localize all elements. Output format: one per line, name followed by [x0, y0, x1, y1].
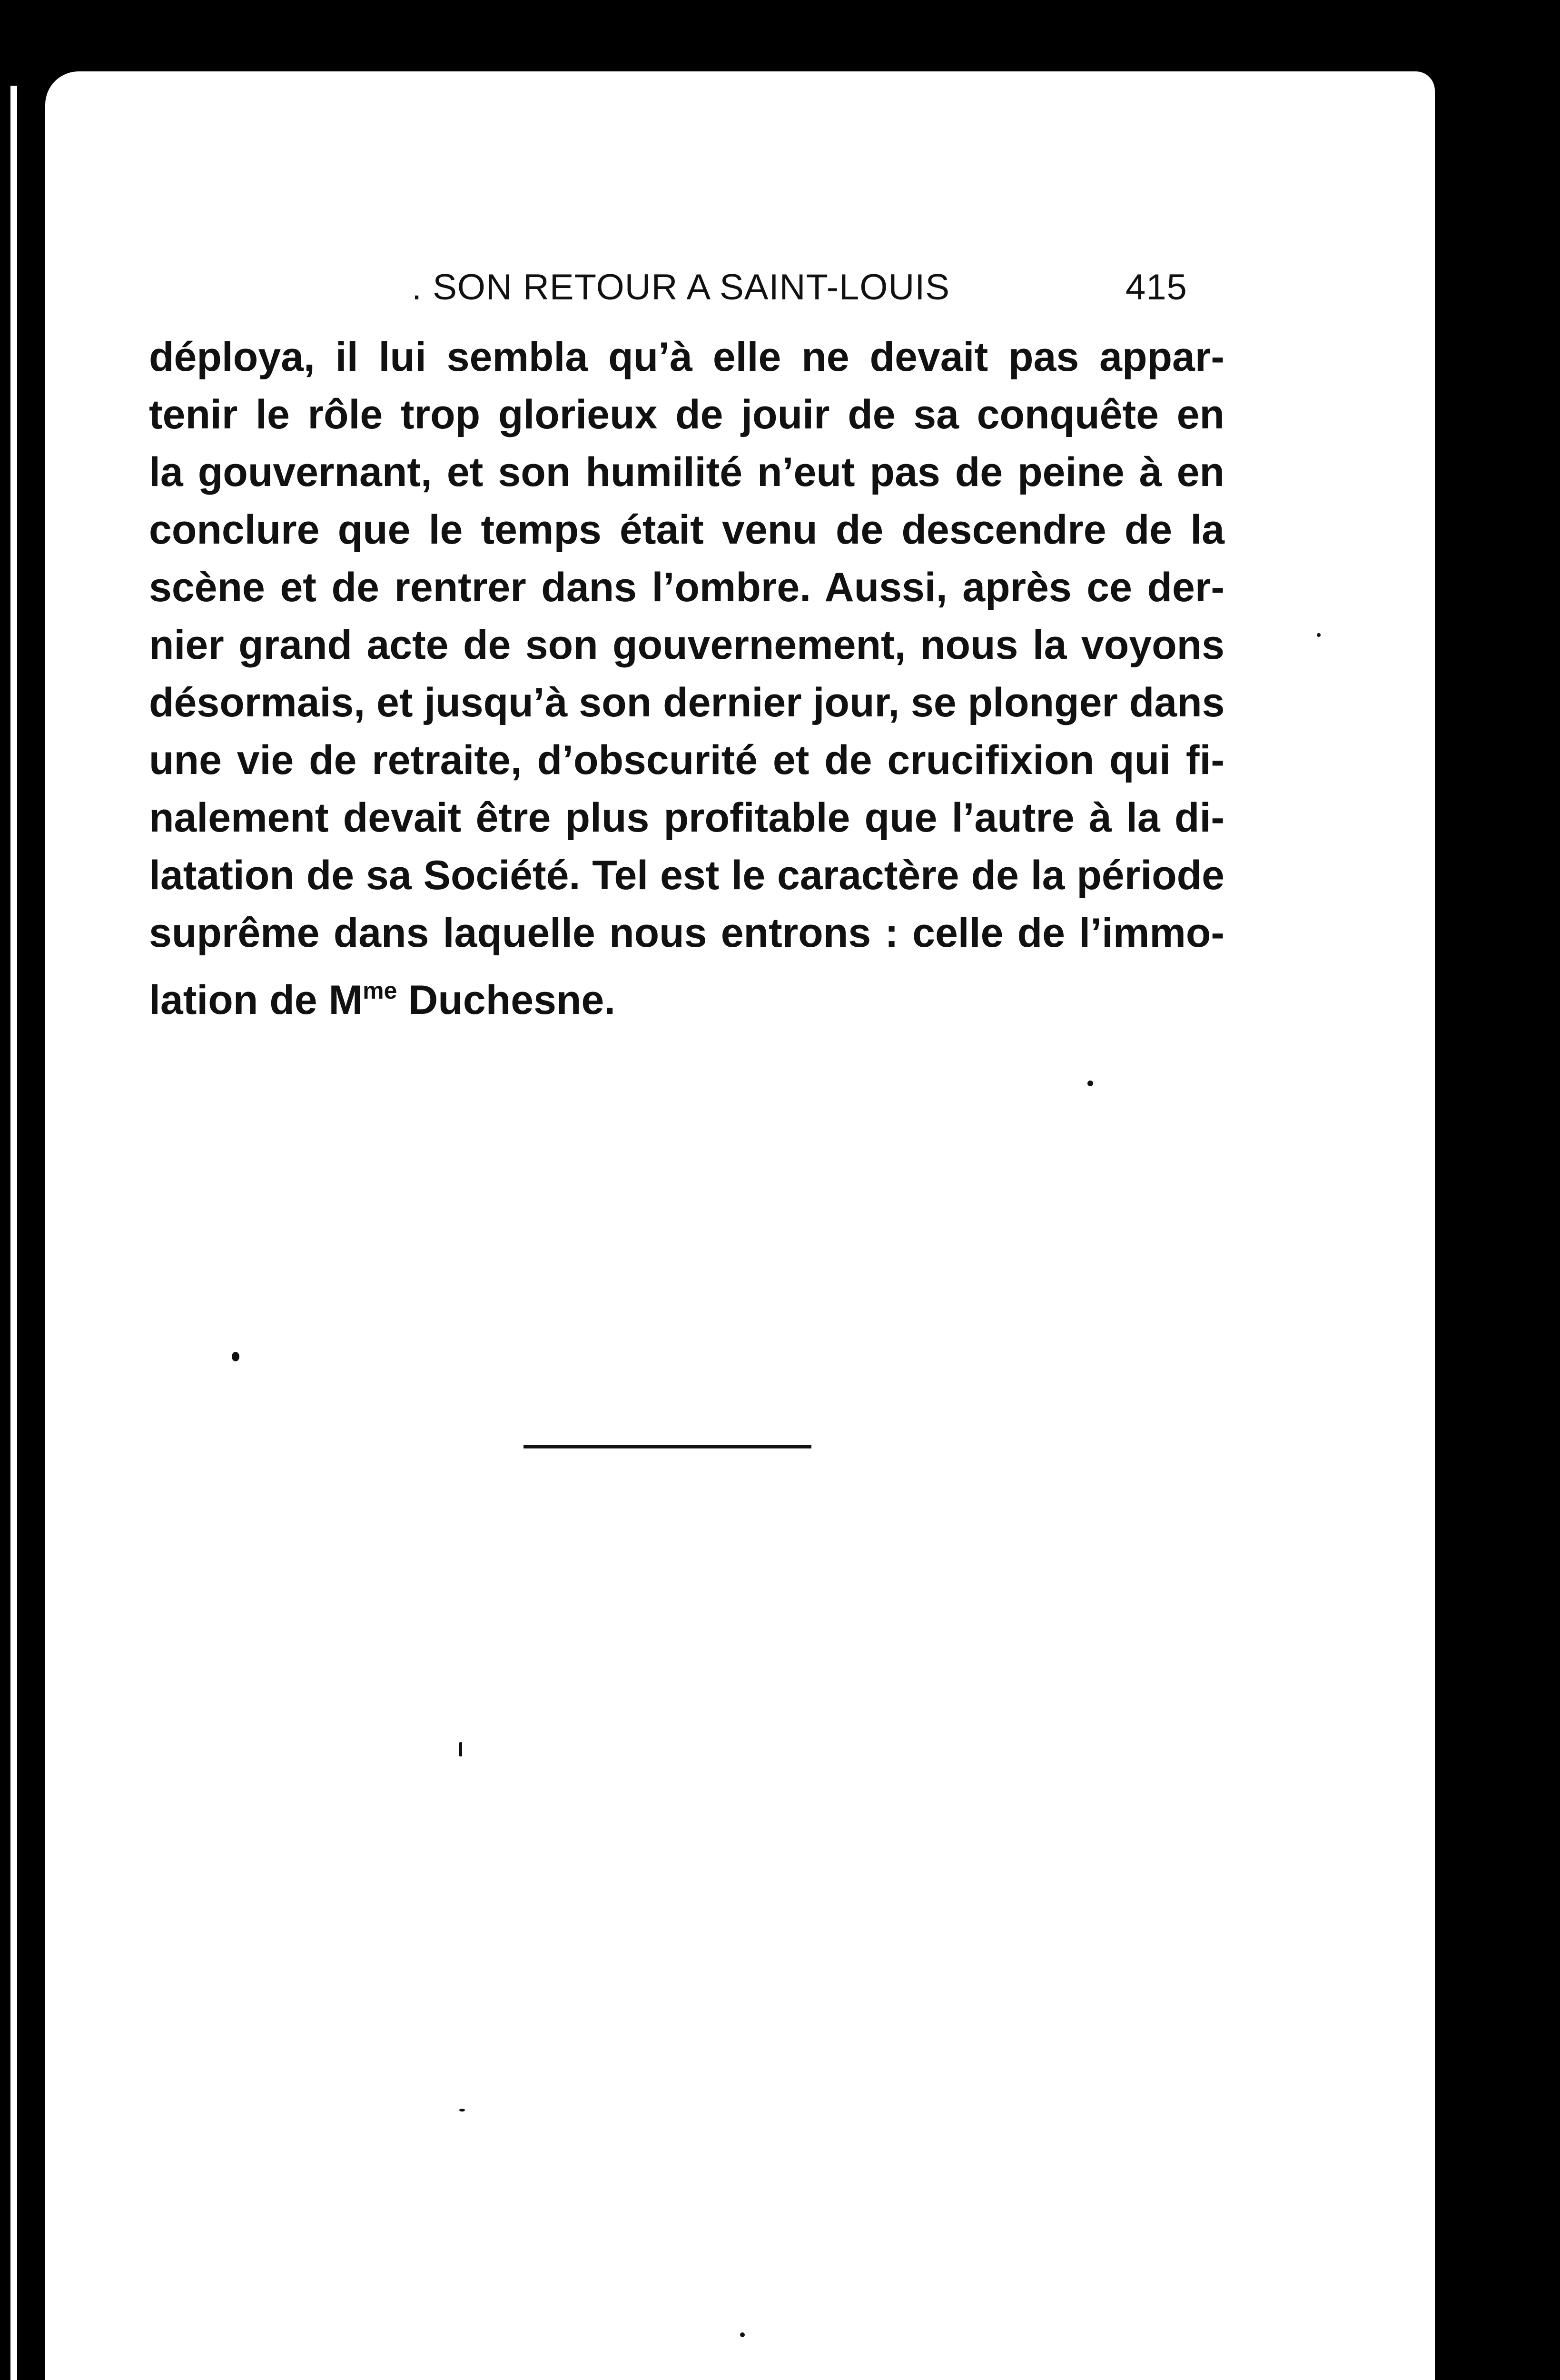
superscript: me — [363, 977, 397, 1004]
text-line: nier grand acte de son gouvernement, nous la voyons — [149, 622, 1224, 668]
running-head: . SON RETOUR A SAINT-LOUIS — [412, 267, 950, 307]
scan-speck — [459, 2109, 465, 2112]
scan-speck — [232, 1352, 239, 1361]
text-line: latation de sa Société. Tel est le caractère de la période — [149, 853, 1224, 898]
text-line: une vie de retraite, d’obscurité et de crucifixion qui fi- — [149, 737, 1224, 783]
section-divider — [523, 1445, 811, 1448]
scan-speck — [1317, 633, 1321, 637]
scan-speck — [740, 2332, 745, 2337]
binding-edge-highlight — [10, 86, 17, 2380]
book-page — [45, 71, 1435, 2380]
last-line-start: lation de M — [149, 977, 363, 1023]
text-line: nalement devait être plus profitable que l’autre à la di- — [149, 795, 1224, 841]
text-line: déploya, il lui sembla qu’à elle ne devait pas appar- — [149, 334, 1224, 380]
text-line: suprême dans laquelle nous entrons : celle de l’immo- — [149, 910, 1224, 956]
binding-edge — [0, 0, 10, 2380]
body-paragraph — [149, 328, 1224, 1029]
text-line: la gouvernant, et son humilité n’eut pas de peine à en — [149, 449, 1224, 495]
page-header — [45, 267, 1435, 324]
text-line: tenir le rôle trop glorieux de jouir de sa conquête en — [149, 392, 1224, 437]
page-number: 415 — [1126, 267, 1187, 307]
text-line: scène et de rentrer dans l’ombre. Aussi, après ce der- — [149, 565, 1224, 610]
last-line-end: Duchesne. — [397, 977, 616, 1023]
text-line: conclure que le temps était venu de descendre de la — [149, 507, 1224, 553]
scan-speck — [1087, 1081, 1093, 1086]
text-line: désormais, et jusqu’à son dernier jour, se plonger dans — [149, 680, 1225, 725]
scan-speck — [459, 1742, 462, 1756]
text-line-last — [149, 962, 1224, 1029]
